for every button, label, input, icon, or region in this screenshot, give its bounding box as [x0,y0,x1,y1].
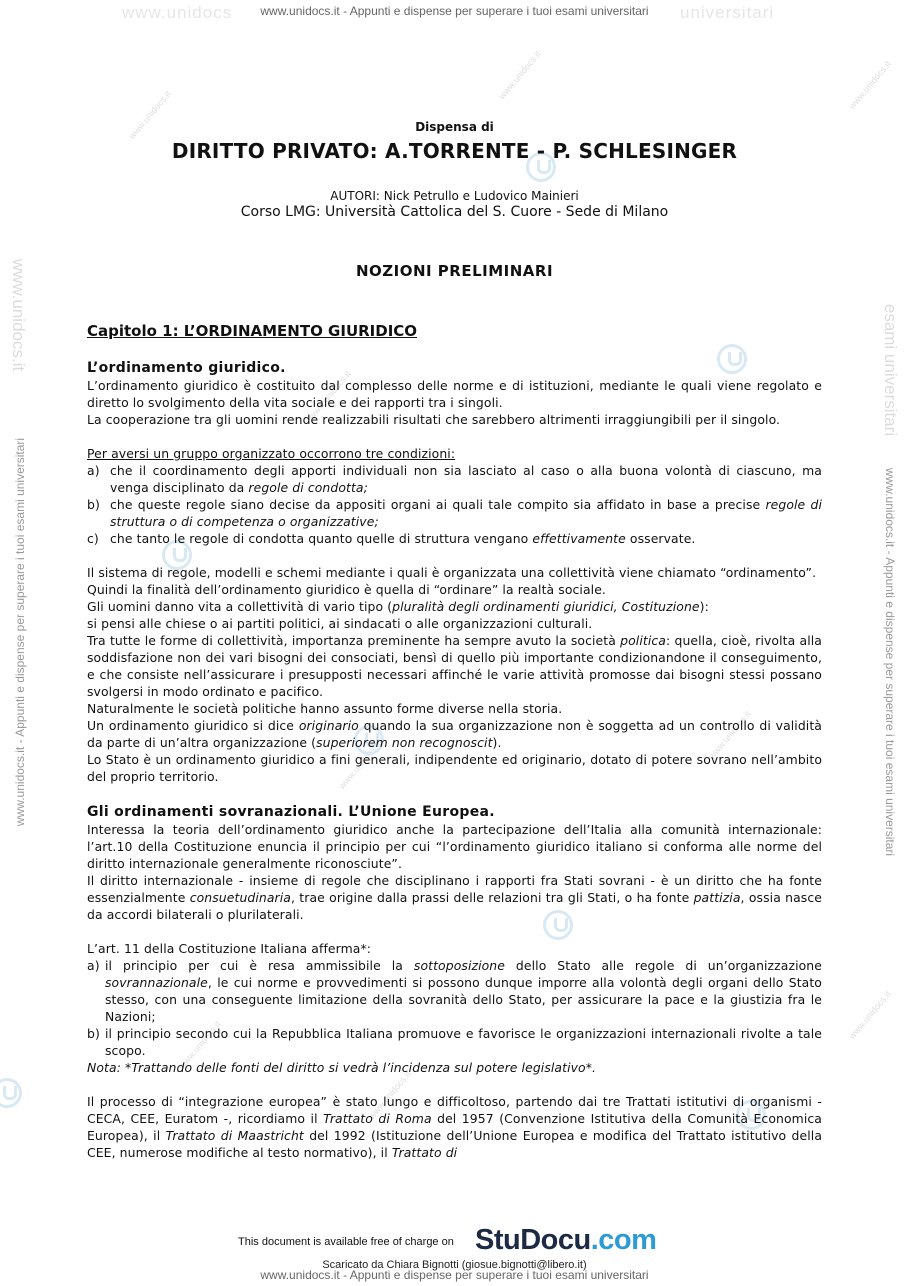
watermark-side-left: www.unidocs.it - Appunti e dispense per superare i tuoi esami universitari [13,437,27,827]
list-text: il principio per cui è resa ammissibile la [105,958,403,973]
note-label: Nota: [87,1060,121,1075]
list-label: b) [87,497,100,512]
paragraph: La cooperazione tra gli uomini rende realizzabili risultati che sarebbero altrimenti irraggiungibili per il singolo. [87,412,781,427]
watermark-diagonal: www.unidocs.it [846,988,893,1042]
paragraph [87,632,822,700]
watermark-diagonal: www.unidocs.it [176,1018,223,1072]
text: , ossia nasce da accordi bilaterali o plurilaterali. [87,890,822,922]
subsection-heading: L’ordinamento giuridico. [87,360,286,376]
list-text: , le cui norme e provvedimenti si possono dunque imporre alla volontà degli organi dello Stato stesso, con una conseguente limitazione della sovranità dello Stato, per assicurare la pace e la giustizia fra le Nazioni; [105,975,822,1024]
paragraph [87,1093,822,1161]
list-item [87,957,822,1025]
download-credit: Scaricato da Chiara Bignotti (giosue.bignotti@libero.it) [322,1259,587,1271]
text: del 1992 (Istituzione dell’Unione Europea e modifica del Trattato istitutivo della CEE, numerose modifiche al testo normativo), il [87,1128,823,1160]
watermark-side-left-faint: www.unidocs.it [9,258,28,372]
list-label: a) [87,463,100,478]
watermark-side-right-faint: esami universitari [881,303,900,437]
document-title: DIRITTO PRIVATO: A.TORRENTE - P. SCHLESINGER [171,139,738,163]
text-italic: Trattato di Roma [323,1111,432,1126]
list-text-italic: sovrannazionale [105,975,208,990]
list-label: b) [87,1026,100,1041]
document-pretitle: Dispensa di [415,120,494,134]
paragraph: Lo Stato è un ordinamento giuridico a fini generali, indipendente ed originario, dotato di potere sovrano nell’ambito del proprio territorio. [87,752,822,784]
list-text-italic: effettivamente [532,531,626,546]
footer-available-text: This document is available free of charge on [238,1236,454,1248]
watermark-diagonal: www.unidocs.it [846,58,893,112]
watermark-logo-icon [0,1078,22,1108]
note-text: *Trattando delle fonti del diritto si vedrà l’incidenza sul potere legislativo*. [125,1060,597,1075]
watermark-diagonal: www.unidocs.it [366,1068,413,1122]
text-italic: originario [298,718,359,733]
list-text: che il coordinamento degli apporti individuali non sia lasciato al caso o alla buona volontà di ciascuno, ma venga disciplinato da [110,463,822,495]
section-heading: NOZIONI PRELIMINARI [355,262,554,280]
text-italic: politica [620,633,666,648]
paragraph: si pensi alle chiese o ai partiti politici, ai sindacati o alle organizzazioni culturali. [87,616,593,631]
text-italic: Trattato di Maastricht [165,1128,304,1143]
text: Un ordinamento giuridico si dice [87,718,295,733]
document-course: Corso LMG: Università Cattolica del S. Cuore - Sede di Milano [240,204,669,220]
logo-text: StuDocu [475,1224,591,1256]
text: ): [699,599,709,614]
list-text-italic: regole di struttura o di competenza o organizzative; [110,497,822,529]
text-italic: superiorem non recognoscit [316,735,493,750]
text-italic: consuetudinaria [189,890,291,905]
paragraph: Naturalmente le società politiche hanno assunto forme diverse nella storia. [87,701,563,716]
list-label: a) [87,958,100,973]
paragraph: Il sistema di regole, modelli e schemi mediante i quali è organizzata una collettività viene chiamato “ordinamento”. [87,565,817,580]
text: quando la sua organizzazione non è soggetta ad un controllo di validità da parte di un’altra organizzazione ( [87,718,823,750]
text: del 1957 (Convenzione Istitutiva della Comunità Economica Europea), il [87,1111,822,1143]
text: Il diritto internazionale - insieme di regole che disciplinano i rapporti fra Stati sovrani - è un diritto che ha fonte essenzialmente [87,873,822,905]
watermark-ghost-left: www.unidocs [122,3,233,22]
paragraph [87,598,822,615]
text: : quella, cioè, rivolta alla soddisfazione non dei vari bisogni dei consociati, bensì di quello più importante condizionandone il conseguimento, e che consiste nell’assicurare i presupposti necessari affinché le varie attività promosse dai bisogni stessi possano svolgersi in modo ordinato e pacifico. [87,633,822,699]
list-label: c) [87,531,99,546]
watermark-top: www.unidocs.it - Appunti e dispense per superare i tuoi esami universitari [260,4,649,18]
list-item [87,530,822,547]
watermark-side-right: www.unidocs.it - Appunti e dispense per superare i tuoi esami universitari [883,467,897,857]
text: , trae origine dalla prassi delle relazioni tra gli Stati, o ha fonte [290,890,690,905]
text-italic: Trattato di [391,1145,458,1160]
text: Tra tutte le forme di collettività, importanza preminente ha sempre avuto la società [87,633,616,648]
watermark-bottom: www.unidocs.it - Appunti e dispense per superare i tuoi esami universitari [260,1268,649,1282]
list-item [87,1025,822,1059]
watermark-diagonal: www.unidocs.it [126,88,173,142]
list-text-italic: regole di condotta; [248,480,368,495]
list-text: che tanto le regole di condotta quanto quelle di struttura vengano [110,531,529,546]
studocu-logo[interactable] [475,1224,656,1257]
list-text-italic: sottoposizione [413,958,505,973]
paragraph: Quindi la finalità dell’ordinamento giuridico è quella di “ordinare” la realtà sociale. [87,582,606,597]
list-text: che queste regole siano decise da appositi organi ai quali tale compito sia affidato in base a precise [110,497,761,512]
paragraph [87,717,822,751]
list-item [87,496,822,530]
text: Gli uomini danno vita a collettività di vario tipo ( [87,599,393,614]
paragraph: L’ordinamento giuridico è costituito dal complesso delle norme e di istituzioni, mediante le quali viene regolato e diretto lo svolgimento della vita sociale e dei rapporti tra i singoli. [87,378,822,410]
watermark-ghost-right: universitari [680,3,775,22]
list-item [87,462,822,496]
text: Il processo di “integrazione europea” è stato lungo e difficoltoso, partendo dai tre Trattati istitutivi di organismi - CECA, CEE, Euratom -, ricordiamo il [87,1094,822,1126]
list-text: osservate. [629,531,696,546]
list-text: il principio secondo cui la Repubblica Italiana promuove e favorisce le organizzazioni internazionali rivolte a tale scopo. [105,1026,822,1058]
watermark-diagonal: www.unidocs.it [496,48,543,102]
note [87,1059,822,1076]
watermark-diagonal: www.unidocs.it [306,368,353,422]
text-italic: pluralità degli ordinamenti giuridici, Costituzione [392,599,700,614]
logo-suffix: .com [590,1224,657,1256]
text: ). [492,735,502,750]
watermark-diagonal: www.unidocs.it [336,738,383,792]
paragraph: L’art. 11 della Costituzione Italiana afferma*: [87,941,372,956]
text-italic: pattizia [693,890,741,905]
subsection-heading: Gli ordinamenti sovranazionali. L’Unione Europea. [87,804,495,820]
watermark-diagonal: www.unidocs.it [706,708,753,762]
paragraph [87,872,822,923]
list-text: dello Stato alle regole di un’organizzazione [515,958,822,973]
document-body [87,320,822,1161]
conditions-intro: Per aversi un gruppo organizzato occorrono tre condizioni: [87,446,456,461]
paragraph: Interessa la teoria dell’ordinamento giuridico anche la partecipazione dell’Italia alla comunità internazionale: l’art.10 della Costituzione enuncia il principio per cui “l’ordinamento giuridico italiano si conforma alle norme del diritto internazionale generalmente riconosciute”. [87,822,822,871]
chapter-heading: Capitolo 1: L’ORDINAMENTO GIURIDICO [87,322,418,340]
document-authors: AUTORI: Nick Petrullo e Ludovico Mainieri [330,189,579,203]
